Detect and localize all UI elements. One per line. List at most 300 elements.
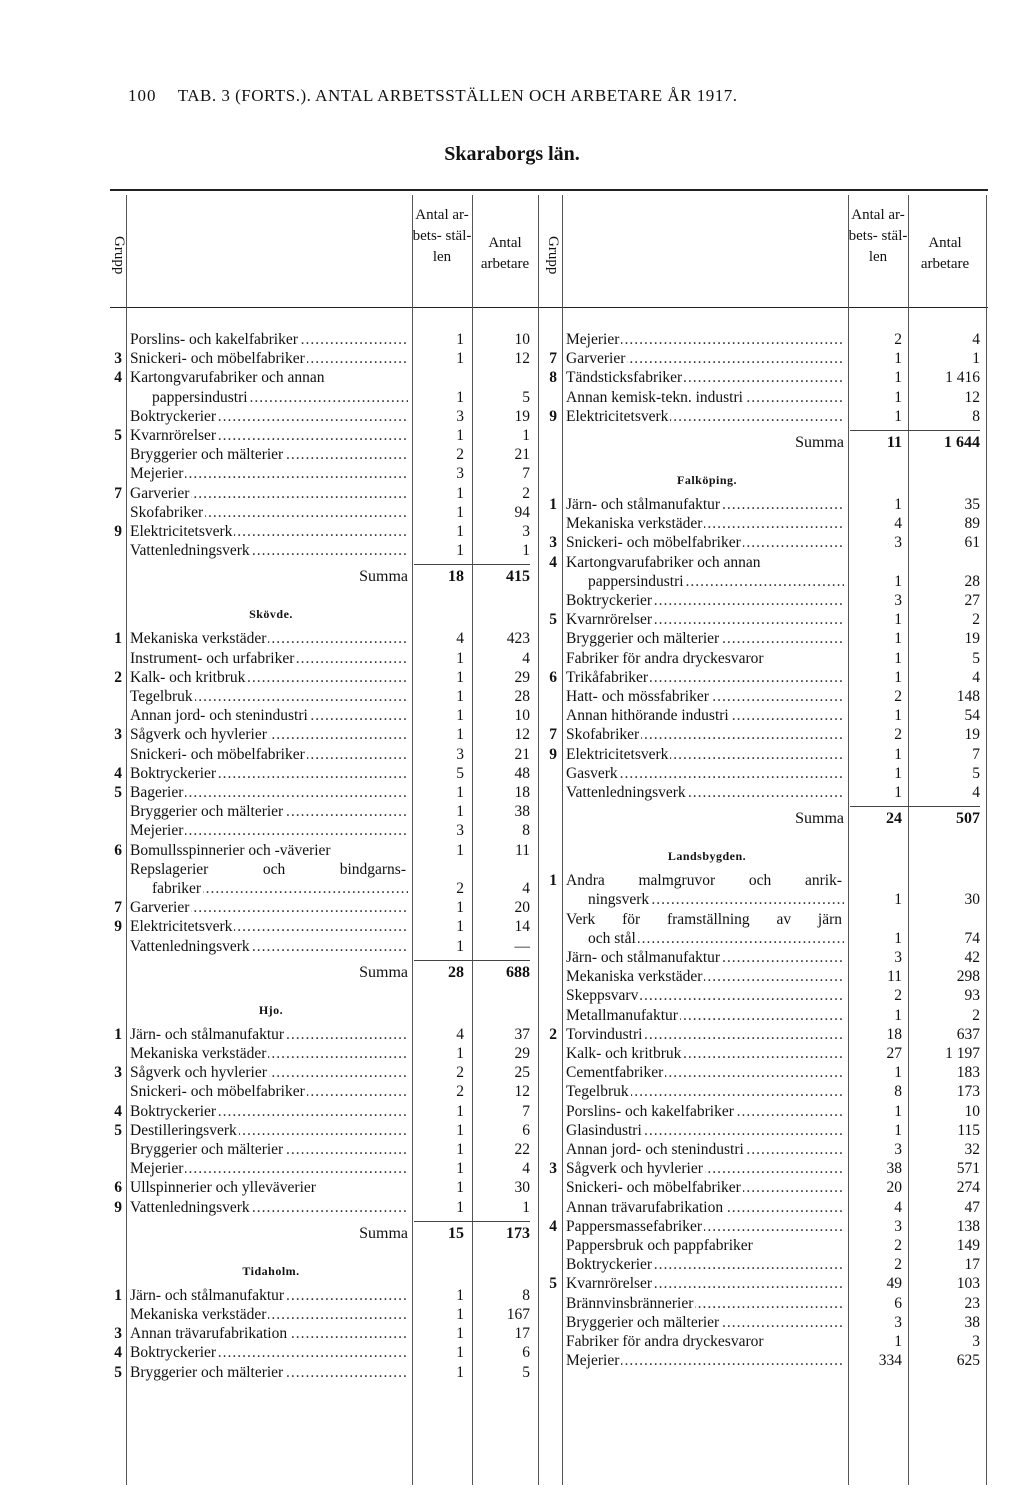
arbetare-value: 19: [514, 407, 530, 425]
row-label: [588, 929, 844, 948]
stallen-value: 1: [894, 764, 902, 782]
row-label-text: Vattenledningsverk: [130, 542, 250, 560]
row-label-text: Bomullsspinnerier och -väverier: [130, 841, 331, 859]
arbetare-value: 18: [514, 784, 530, 801]
row-label-text: Sågverk och hyvlerier: [130, 726, 267, 744]
arbetare-value: 30: [514, 1179, 530, 1197]
arbetare-value: 571: [956, 1160, 980, 1178]
stallen-value: 3: [894, 1141, 902, 1158]
column-divider: [538, 195, 539, 1485]
stallen-value: 1: [456, 1179, 464, 1197]
stallen-value: 1: [894, 572, 902, 590]
row-label-text: Annan jord- och stenindustri: [566, 1141, 744, 1158]
row-label-text: Verk för framställning av järn: [566, 910, 842, 928]
grupp-number: 9: [114, 918, 122, 936]
row-label: [566, 1159, 844, 1178]
stallen-value: 1: [456, 427, 464, 444]
row-label: [130, 745, 408, 764]
arbetare-value: 14: [514, 918, 530, 936]
stallen-value: 27: [886, 1045, 902, 1062]
row-label-text: Mekaniska verkstäder: [130, 630, 267, 648]
arbetare-value: 42: [964, 949, 980, 966]
row-label: [152, 388, 408, 407]
stallen-value: 1: [894, 1333, 902, 1350]
row-label-text: Sågverk och hyvlerier: [566, 1160, 703, 1178]
arbetare-header-right: Antal arbetare: [920, 235, 970, 272]
row-label: [130, 522, 408, 541]
row-label: [566, 1198, 844, 1217]
arbetare-value: 29: [514, 1045, 530, 1062]
arbetare-value: 4: [522, 880, 530, 897]
row-label: [566, 1044, 844, 1063]
grupp-number: 3: [114, 1064, 122, 1082]
stallen-value: 2: [894, 688, 902, 705]
grupp-number: 9: [114, 523, 122, 540]
column-divider: [848, 195, 849, 1485]
row-label: [566, 553, 844, 572]
row-label: [566, 687, 844, 706]
row-label-text: Elektricitetsverk: [130, 918, 233, 936]
arbetare-value: 10: [514, 331, 530, 348]
row-label-text: Bryggerier och mälterier: [130, 1141, 284, 1158]
row-label: [130, 860, 408, 879]
row-label: [566, 706, 844, 725]
row-label: [130, 1159, 408, 1178]
grupp-number: 5: [549, 611, 557, 629]
arbetare-value: 21: [514, 745, 530, 763]
row-label: [566, 1063, 844, 1082]
row-label: [130, 706, 408, 725]
row-label-text: pappersindustri: [152, 388, 248, 406]
row-label: [566, 1313, 844, 1332]
grupp-number: 3: [114, 1325, 122, 1343]
stallen-value: 4: [894, 1198, 902, 1216]
arbetare-value: 1 197: [945, 1045, 980, 1062]
row-label-text: Sågverk och hyvlerier: [130, 1064, 267, 1082]
row-label: [566, 495, 844, 514]
arbetare-value: 5: [972, 764, 980, 782]
row-label-text: Vattenledningsverk: [566, 784, 686, 801]
row-label-text: Elektricitetsverk: [566, 745, 669, 763]
row-label-text: Kvarnrörelser: [130, 427, 217, 444]
stallen-value: 4: [456, 1025, 464, 1043]
arbetare-value: 47: [964, 1198, 980, 1216]
row-label-text: Järn- och stålmanufaktur: [566, 949, 721, 966]
row-label-text: Mejerier: [566, 331, 620, 348]
arbetare-value: 637: [956, 1025, 980, 1043]
arbetare-value: 7: [522, 465, 530, 483]
grupp-number: 3: [549, 534, 557, 552]
stallen-value: 3: [894, 1313, 902, 1331]
row-label-text: fabriker: [152, 880, 202, 897]
row-label-text: Annan trävarufabrikation: [566, 1198, 724, 1216]
row-label: [130, 1102, 408, 1121]
row-label: [130, 1044, 408, 1063]
summa-arbetare: 1 644: [944, 434, 980, 451]
grupp-number: 4: [114, 1102, 122, 1120]
arbetare-value: 10: [514, 707, 530, 725]
row-label: [130, 1140, 408, 1159]
section-heading: Hjo.: [258, 1002, 284, 1017]
row-label-text: Porslins- och kakelfabriker: [566, 1102, 734, 1120]
row-label: [130, 802, 408, 821]
summa-arbetare: 507: [956, 810, 980, 828]
row-label-text: Andra malmgruvor och anrik-: [566, 872, 842, 890]
arbetare-value: 35: [964, 496, 980, 513]
stallen-value: 2: [456, 446, 464, 464]
row-label-text: ningsverk: [588, 891, 650, 909]
row-label: [130, 503, 408, 522]
stallen-value: 3: [456, 465, 464, 483]
row-label: [566, 1294, 844, 1313]
arbetare-value: 5: [522, 1363, 530, 1381]
row-label: [130, 1343, 408, 1362]
row-label: [130, 937, 408, 956]
arbetare-value: 19: [964, 630, 980, 648]
row-label: [130, 1305, 408, 1324]
row-label-text: Gasverk: [566, 764, 618, 782]
row-label: [130, 1025, 408, 1044]
arbetare-value: 37: [514, 1025, 530, 1043]
arbetare-value: 138: [956, 1217, 980, 1235]
row-label-text: Boktryckerier: [130, 407, 217, 425]
row-label-text: Tändsticksfabriker: [566, 369, 683, 387]
row-label: [130, 1178, 408, 1197]
row-label: [130, 1324, 408, 1343]
arbetare-value: 94: [514, 503, 530, 521]
grupp-number: 4: [114, 369, 122, 387]
arbetare-value: 2: [522, 484, 530, 502]
row-label-text: Järn- och stålmanufaktur: [130, 1286, 285, 1304]
row-label: [130, 841, 408, 860]
grupp-number: 7: [114, 899, 122, 917]
row-label-text: Snickeri- och möbelfabriker: [566, 534, 741, 552]
row-label-text: Kartongvarufabriker och annan: [566, 553, 761, 571]
stallen-value: 4: [456, 630, 464, 648]
row-label: [566, 1121, 844, 1140]
arbetare-value: 17: [514, 1325, 530, 1343]
arbetare-value: 167: [506, 1306, 530, 1323]
arbetare-value: 29: [514, 668, 530, 686]
row-label-text: Mejerier: [566, 1352, 620, 1370]
arbetare-value: 148: [956, 688, 980, 705]
page-header: [128, 86, 738, 106]
grupp-number: 4: [114, 764, 122, 782]
arbetare-value: 38: [514, 803, 530, 821]
arbetare-header-left: Antal arbetare: [480, 235, 530, 272]
row-label-text: Glasindustri: [566, 1121, 642, 1139]
arbetare-value: 10: [964, 1102, 980, 1120]
stallen-value: 1: [894, 745, 902, 763]
stallen-value: 1: [456, 841, 464, 859]
row-label: [566, 533, 844, 552]
row-label-text: Snickeri- och möbelfabriker: [130, 745, 305, 763]
row-label-text: Snickeri- och möbelfabriker: [566, 1179, 741, 1197]
stallen-value: 1: [456, 1141, 464, 1158]
stallen-value: 1: [894, 350, 902, 368]
arbetare-value: 4: [972, 668, 980, 686]
arbetare-value: 274: [956, 1179, 980, 1197]
row-label-text: och stål: [588, 929, 636, 947]
row-label: [566, 388, 844, 407]
stallen-value: 5: [456, 764, 464, 782]
summa-label: Summa: [795, 810, 844, 828]
row-label-text: Bryggerier och mälterier: [566, 630, 720, 648]
arbetare-value: 103: [956, 1275, 980, 1293]
row-label-text: Mejerier: [130, 1160, 184, 1178]
row-label-text: Hatt- och mössfabriker: [566, 688, 709, 705]
header-rule: [110, 307, 988, 308]
row-label: [130, 898, 408, 917]
stallen-value: 1: [894, 407, 902, 425]
section-heading: Falköping.: [676, 473, 738, 487]
arbetare-value: 30: [964, 891, 980, 909]
arbetare-value: 19: [964, 726, 980, 744]
stallen-header-right: Antal ar- bets- stäl- len: [848, 207, 908, 265]
arbetare-value: 5: [972, 649, 980, 667]
row-label: [566, 764, 844, 783]
arbetare-value: 183: [956, 1064, 980, 1082]
grupp-number: 7: [549, 350, 557, 368]
row-label: [566, 1255, 844, 1274]
stallen-value: 1: [894, 929, 902, 947]
stallen-value: 1: [456, 803, 464, 821]
stallen-value: 1: [894, 611, 902, 629]
row-label: [566, 725, 844, 744]
arbetare-value: 5: [522, 388, 530, 406]
row-label: [130, 1063, 408, 1082]
top-rule: [110, 189, 988, 191]
stallen-value: 3: [894, 592, 902, 609]
stallen-value: 1: [456, 523, 464, 540]
stallen-value: 1: [456, 542, 464, 560]
stallen-value: 1: [456, 918, 464, 936]
arbetare-value: 38: [964, 1313, 980, 1331]
row-label: [566, 514, 844, 533]
row-label: [566, 1332, 844, 1351]
stallen-value: 1: [456, 1325, 464, 1343]
row-label-text: Elektricitetsverk: [566, 407, 669, 425]
row-label-text: Mekaniska verkstäder: [130, 1306, 267, 1323]
row-label-text: Cementfabriker: [566, 1064, 664, 1082]
row-label-text: Destilleringsverk: [130, 1121, 237, 1139]
stallen-value: 1: [894, 496, 902, 513]
stallen-value: 1: [456, 1121, 464, 1139]
arbetare-value: 3: [972, 1333, 980, 1350]
row-label: [566, 1025, 844, 1044]
row-label-text: Mekaniska verkstäder: [566, 515, 703, 533]
row-label-text: Pappersbruk och pappfabriker: [566, 1237, 753, 1254]
stallen-value: 1: [456, 1198, 464, 1216]
grupp-number: 5: [114, 1363, 122, 1381]
row-label-text: Boktryckerier: [130, 1102, 217, 1120]
row-label-text: Fabriker för andra dryckesvaror: [566, 649, 764, 667]
stallen-value: 1: [456, 726, 464, 744]
row-label-text: Instrument- och urfabriker: [130, 649, 295, 667]
row-label-text: pappersindustri: [588, 572, 684, 590]
stallen-value: 1: [894, 369, 902, 387]
summa-stallen: 15: [448, 1224, 464, 1242]
arbetare-value: 115: [957, 1121, 980, 1139]
page-title: TAB. 3 (FORTS.). ANTAL ARBETSSTÄLLEN OCH ARBETARE ÅR 1917.: [177, 86, 738, 105]
grupp-number: 6: [114, 1179, 122, 1197]
stallen-value: 20: [886, 1179, 902, 1197]
section-heading: Tidaholm.: [242, 1263, 300, 1278]
row-label: [130, 445, 408, 464]
column-divider: [472, 195, 473, 1485]
arbetare-value: 12: [514, 350, 530, 368]
row-label-text: Annan trävarufabrikation: [130, 1325, 288, 1343]
stallen-value: 1: [894, 649, 902, 667]
section-heading: Skövde.: [249, 607, 293, 622]
summa-stallen: 28: [448, 963, 464, 981]
arbetare-value: 3: [522, 523, 530, 540]
stallen-value: 1: [894, 1006, 902, 1024]
row-label: [566, 783, 844, 802]
row-label: [566, 948, 844, 967]
row-label-text: Elektricitetsverk: [130, 523, 233, 540]
stallen-value: 4: [894, 515, 902, 533]
arbetare-value: 625: [956, 1352, 980, 1370]
stallen-value: 11: [887, 968, 902, 986]
grupp-number: 5: [114, 1121, 122, 1139]
row-label: [588, 890, 844, 909]
row-label-text: Metallmanufaktur: [566, 1006, 678, 1024]
grupp-number: 4: [549, 1217, 557, 1235]
stallen-value: 1: [894, 784, 902, 801]
row-label: [130, 1363, 408, 1382]
arbetare-value: 8: [522, 1286, 530, 1304]
arbetare-value: 17: [964, 1256, 980, 1274]
stallen-value: 3: [894, 534, 902, 552]
stallen-value: 3: [456, 407, 464, 425]
row-label-text: Tegelbruk: [566, 1083, 629, 1101]
arbetare-value: 93: [964, 987, 980, 1005]
grupp-number: 7: [549, 726, 557, 744]
stallen-value: 2: [456, 880, 464, 897]
arbetare-value: 22: [514, 1141, 530, 1158]
column-divider: [562, 195, 563, 1485]
arbetare-value: 12: [514, 1083, 530, 1101]
row-label-text: Brännvinsbrännerier: [566, 1294, 694, 1312]
row-label: [130, 1198, 408, 1217]
row-label-text: Mejerier: [130, 822, 184, 840]
row-label-text: Ullspinnerier och ylleväverier: [130, 1179, 316, 1197]
row-label: [566, 910, 844, 929]
stallen-value: 1: [456, 899, 464, 917]
grupp-number: 8: [549, 369, 557, 387]
row-label: [130, 368, 408, 387]
grupp-number: 9: [114, 1198, 122, 1216]
row-label-text: Skofabriker: [130, 503, 204, 521]
row-label-text: Boktryckerier: [130, 764, 217, 782]
stallen-value: 1: [456, 1363, 464, 1381]
grupp-number: 3: [114, 726, 122, 744]
summa-arbetare: 688: [506, 963, 530, 981]
row-label: [152, 879, 408, 898]
stallen-value: 3: [894, 949, 902, 966]
row-label: [130, 1121, 408, 1140]
row-label-text: Kartongvarufabriker och annan: [130, 369, 325, 387]
row-label-text: Tegelbruk: [130, 688, 193, 705]
row-label-text: Kalk- och kritbruk: [566, 1045, 682, 1062]
summa-arbetare: 173: [506, 1224, 530, 1242]
arbetare-value: 4: [522, 649, 530, 667]
row-label: [566, 1178, 844, 1197]
grupp-number: 6: [114, 841, 122, 859]
arbetare-value: 1: [522, 542, 530, 560]
row-label: [566, 1102, 844, 1121]
arbetare-value: 7: [522, 1102, 530, 1120]
stallen-value: 2: [456, 1083, 464, 1101]
arbetare-value: 32: [964, 1141, 980, 1158]
row-label: [130, 764, 408, 783]
row-label-text: Boktryckerier: [130, 1344, 217, 1362]
arbetare-value: 7: [972, 745, 980, 763]
row-label-text: Repslagerier och bindgarns-: [130, 860, 406, 878]
grupp-number: 1: [549, 496, 557, 513]
row-label: [566, 349, 844, 368]
sum-rule: [850, 430, 980, 431]
stallen-value: 2: [894, 331, 902, 348]
row-label-text: Garverier: [130, 899, 190, 917]
arbetare-value: 54: [964, 707, 980, 725]
arbetare-value: 1: [522, 427, 530, 444]
summa-stallen: 11: [886, 434, 902, 451]
stallen-value: 1: [456, 1160, 464, 1178]
grupp-number: 6: [549, 668, 557, 686]
row-label: [566, 1006, 844, 1025]
arbetare-value: 89: [964, 515, 980, 533]
stallen-value: 1: [456, 1306, 464, 1323]
grupp-number: 9: [549, 407, 557, 425]
arbetare-value: 4: [972, 331, 980, 348]
stallen-value: 1: [456, 1286, 464, 1304]
grupp-number: 1: [114, 1025, 122, 1043]
row-label-text: Bryggerier och mälterier: [130, 446, 284, 464]
arbetare-value: —: [514, 937, 530, 955]
grupp-header-left: Grupp: [111, 235, 127, 275]
row-label: [130, 687, 408, 706]
arbetare-value: 21: [514, 446, 530, 464]
grupp-number: 3: [114, 350, 122, 368]
grupp-number: 4: [114, 1344, 122, 1362]
arbetare-value: 4: [972, 784, 980, 801]
arbetare-value: 8: [522, 822, 530, 840]
arbetare-value: 61: [964, 534, 980, 552]
stallen-value: 1: [894, 1121, 902, 1139]
row-label: [566, 1236, 844, 1255]
row-label: [130, 464, 408, 483]
row-label-text: Skofabriker: [566, 726, 640, 744]
summa-stallen: 24: [886, 810, 902, 828]
row-label: [130, 668, 408, 687]
arbetare-value: 27: [964, 592, 980, 609]
stallen-value: 1: [456, 350, 464, 368]
summa-stallen: 18: [448, 568, 464, 586]
arbetare-value: 149: [956, 1237, 980, 1254]
arbetare-value: 11: [515, 841, 530, 859]
stallen-value: 18: [886, 1025, 902, 1043]
row-label: [566, 1274, 844, 1293]
row-label: [588, 572, 844, 591]
row-label-text: Kalk- och kritbruk: [130, 668, 246, 686]
column-divider: [126, 195, 127, 1485]
grupp-number: 7: [114, 484, 122, 502]
stallen-value: 1: [894, 707, 902, 725]
arbetare-value: 1: [522, 1198, 530, 1216]
row-label: [566, 1351, 844, 1370]
